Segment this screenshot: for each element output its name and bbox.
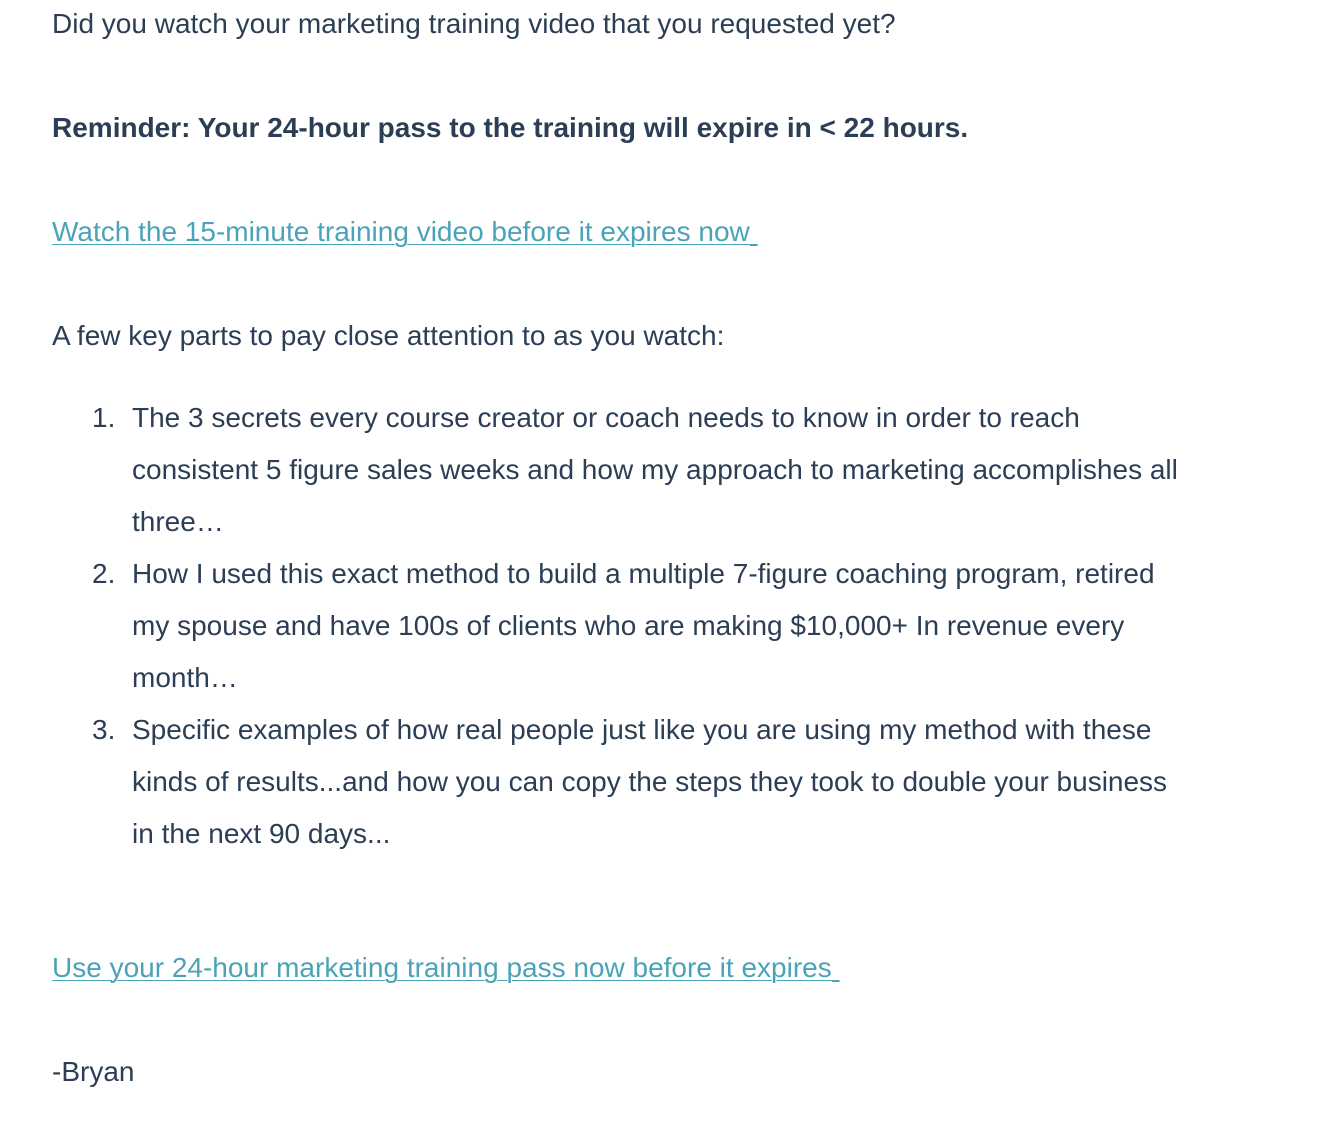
key-points-list: [52, 392, 1192, 860]
list-item-text: The 3 secrets every course creator or coach needs to know in order to reach consistent 5 figure sales weeks and how my approach to marketing accomplishes all three…: [132, 402, 1178, 537]
use-pass-link[interactable]: Use your 24-hour marketing training pass now before it expires: [52, 952, 832, 983]
list-item-number: 1.: [92, 402, 116, 433]
watch-training-link[interactable]: Watch the 15-minute training video before it expires now: [52, 216, 750, 247]
key-parts-intro: A few key parts to pay close attention to as you watch:: [52, 320, 725, 351]
signoff-text: -Bryan: [52, 1056, 135, 1087]
pass-link-paragraph: [52, 950, 840, 986]
list-item: [52, 392, 1192, 548]
intro-text: Did you watch your marketing training video that you requested yet?: [52, 8, 896, 39]
list-item-number: 2.: [92, 558, 116, 589]
list-item-number: 3.: [92, 714, 116, 745]
list-item: [52, 548, 1192, 704]
reminder-text: Reminder: Your 24-hour pass to the training will expire in < 22 hours.: [52, 112, 969, 143]
list-item-text: Specific examples of how real people just like you are using my method with these kinds of results...and how you can copy the steps they took to double your business in the next 90 days...: [132, 714, 1168, 849]
list-item: [52, 704, 1192, 860]
watch-link-paragraph: [52, 214, 758, 250]
list-item-text: How I used this exact method to build a multiple 7-figure coaching program, retired my spouse and have 100s of clients who are making $10,000+ In revenue every month…: [132, 558, 1155, 693]
